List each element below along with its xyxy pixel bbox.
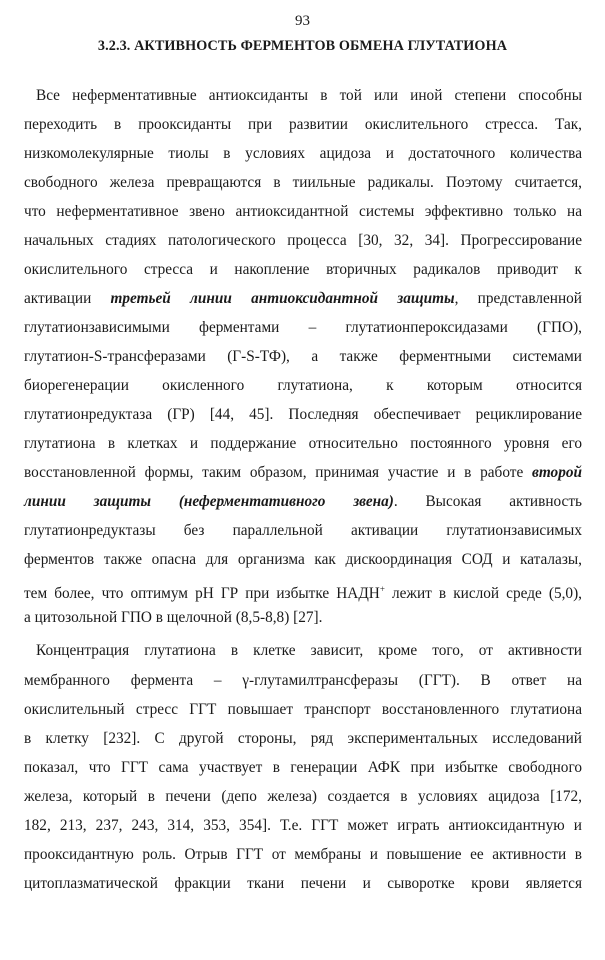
text-line: окислительный стресс ГГТ повышает транспорт восстановленного глутатиона [24,701,582,718]
text-line: железа, который в печени (депо железа) создается в условиях ацидоза [172, [24,788,582,805]
text-line: в клетку [232]. С другой стороны, ряд экспериментальных исследований [24,730,582,747]
page-number: 93 [295,13,310,29]
text-line: показал, что ГГТ сама участвует в генерации АФК при избытке свободного [24,759,582,776]
text-line: окислительного стресса и накопление вторичных радикалов приводит к [24,261,582,278]
text-line: а цитозольной ГПО в щелочной (8,5-8,8) [27]. [24,609,323,626]
text-line: низкомолекулярные тиолы в условиях ацидоза и достаточного количества [24,145,582,162]
emphasis-line-defense: линии защиты (неферментативного звена) [24,493,394,510]
emphasis-third-line-defense: третьей линии антиоксидантной защиты [110,290,455,307]
text-line: глутатионредуктазы без параллельной активации глутатионзависимых [24,522,582,539]
text-line: глутатионзависимыми ферментами – глутатионпероксидазами (ГПО), [24,319,582,336]
text-line [24,290,582,308]
text-line: глутатионредуктаза (ГР) [44, 45]. Последняя обеспечивает рециклирование [24,406,582,423]
text-line: начальных стадиях патологического процесса [30, 32, 34]. Прогрессирование [24,232,582,249]
text-span: . Высокая активность [393,493,582,510]
section-heading: 3.2.3. АКТИВНОСТЬ ФЕРМЕНТОВ ОБМЕНА ГЛУТАТИОНА [97,38,508,54]
text-line: прооксидантную роль. Отрыв ГГТ от мембраны и повышение ее активности в [24,846,582,863]
text-span: лежит в кислой среде (5,0), [384,585,582,603]
text-line: цитоплазматической фракции ткани печени и сыворотке крови является [24,875,582,892]
text-span: , представленной [454,290,582,307]
text-line: переходить в прооксиданты при развитии окислительного стресса. Так, [24,116,582,133]
text-line: ферментов также опасна для организма как дискоординация СОД и каталазы, [24,551,582,568]
superscript-plus: + [379,584,385,594]
text-line [24,580,582,603]
text-line [24,493,582,511]
text-line: биорегенерации окисленного глутатиона, к которым относится [24,377,582,394]
text-line: глутатион-S-трансферазами (Г-S-ТФ), а также ферментными системами [24,348,582,365]
text-line: 182, 213, 237, 243, 314, 353, 354]. Т.е. ГГТ может играть антиоксидантную и [24,817,582,834]
emphasis-second: второй [532,464,583,481]
text-line: Концентрация глутатиона в клетке зависит, кроме того, от активности [36,642,582,659]
text-line: мембранного фермента – γ-глутамилтрансферазы (ГГТ). В ответ на [24,672,582,689]
text-line: свободного железа превращаются в тиильные радикалы. Поэтому считается, [24,174,582,191]
text-line [24,464,582,482]
text-span: активации [24,290,92,307]
text-span: восстановленной формы, таким образом, принимая участие и в работе [24,464,524,481]
text-line: Все неферментативные антиоксиданты в той или иной степени способны [36,87,582,104]
text-line: глутатиона в клетках и поддержание относительно постоянного уровня его [24,435,582,452]
text-span: тем более, что оптимум pH ГР при избытке НАДН [24,585,380,603]
text-line: что неферментативное звено антиоксидантной системы эффективно только на [24,203,582,220]
